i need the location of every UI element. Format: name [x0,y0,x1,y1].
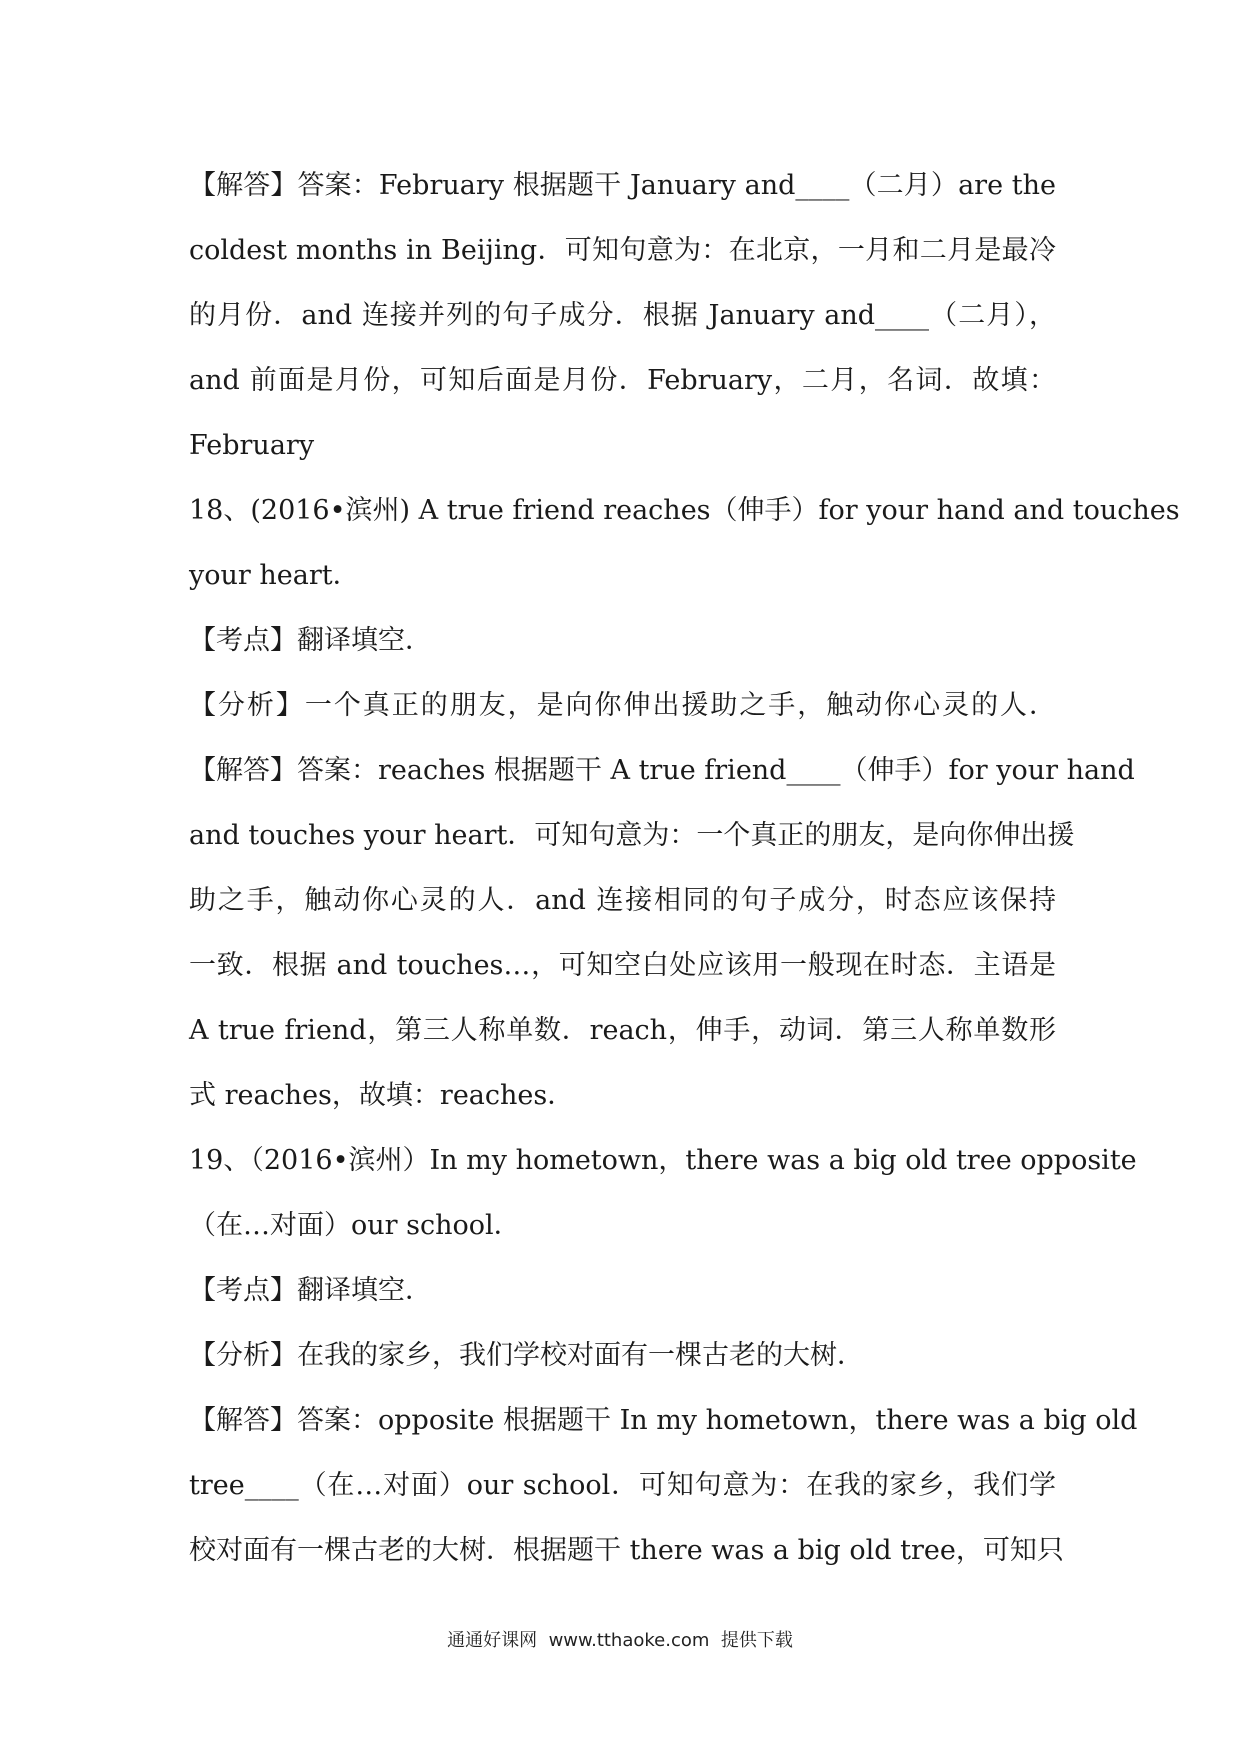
text-line: your heart． [189,560,360,591]
text-line: 【考点】翻译填空． [189,625,432,656]
text-line: 【解答】答案：reaches 根据题干 A true friend____（伸手）for your hand [189,755,1135,786]
text-line: 校对面有一棵古老的大树．根据题干 there was a big old tree，可知只 [189,1535,1064,1566]
text-line: 的月份．and 连接并列的句子成分．根据 January and____（二月）， [189,300,1056,331]
page-footer: 通通好课网 www.tthaoke.com 提供下载 [447,1630,793,1651]
text-line: 【分析】在我的家乡，我们学校对面有一棵古老的大树． [189,1340,864,1371]
text-line: 一致．根据 and touches…，可知空白处应该用一般现在时态．主语是 [189,950,1056,981]
text-line: （在…对面）our school． [189,1210,521,1241]
text-line: and 前面是月份，可知后面是月份．February，二月，名词．故填： [189,365,1056,396]
text-line: 助之手，触动你心灵的人．and 连接相同的句子成分，时态应该保持 [189,885,1056,916]
text-line: 19、（2016•滨州）In my hometown，there was a big old tree opposite [189,1145,1137,1176]
text-line: February [189,430,315,461]
text-line: 【解答】答案：opposite 根据题干 In my hometown，there was a big old [189,1405,1138,1436]
text-line: 式 reaches，故填：reaches． [189,1080,575,1111]
text-line: A true friend，第三人称单数．reach，伸手，动词．第三人称单数形 [189,1015,1056,1046]
text-line: tree____（在…对面）our school．可知句意为：在我的家乡，我们学 [189,1470,1057,1501]
text-line: 【分析】一个真正的朋友，是向你伸出援助之手，触动你心灵的人． [189,690,1056,721]
document-body [189,153,1180,1583]
text-line: and touches your heart．可知句意为：一个真正的朋友，是向你伸出援 [189,820,1075,851]
text-line: 18、(2016•滨州) A true friend reaches（伸手）for your hand and touches [189,495,1180,526]
text-line: 【考点】翻译填空． [189,1275,432,1306]
text-line: coldest months in Beijing．可知句意为：在北京，一月和二月是最冷 [189,235,1056,266]
text-line: 【解答】答案：February 根据题干 January and____（二月）are the [189,170,1056,201]
